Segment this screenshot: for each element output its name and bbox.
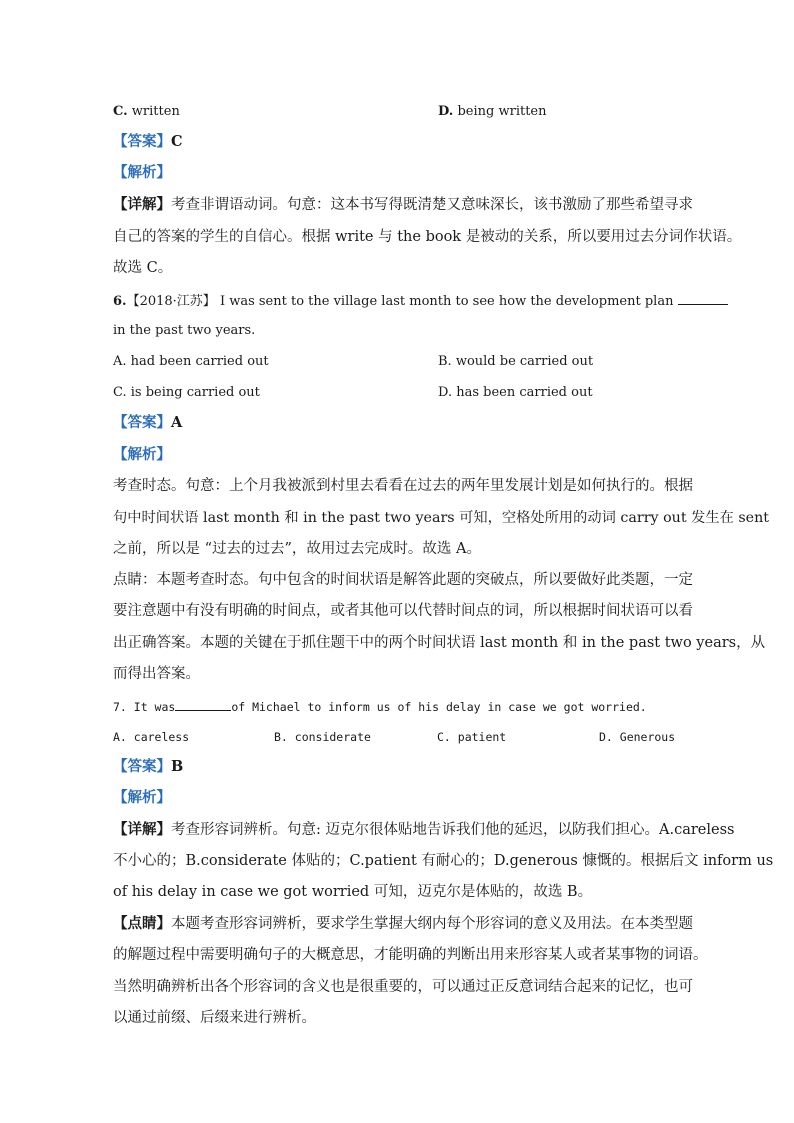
q6-source: 【2018·江苏】	[126, 294, 216, 309]
q7-point-line-3: 当然明确辨析出各个形容词的含义也是很重要的，可以通过正反意词结合起来的记忆，也可	[113, 979, 693, 995]
q7-stem-text-b: of Michael to inform us of his delay in case we got worried.	[231, 700, 647, 714]
q5-analysis-tag: 【解析】	[113, 164, 171, 181]
q7-stem	[113, 696, 647, 717]
q5-answer-value: C	[171, 133, 183, 150]
q5-option-c-letter: C.	[113, 104, 128, 119]
q6-point-line-4: 而得出答案。	[113, 666, 200, 682]
q6-stem-text-a: I was sent to the village last month to see how the development plan	[219, 294, 674, 309]
q6-point-line-1: 点睛：本题考查时态。句中包含的时间状语是解答此题的突破点，所以要做好此类题，一定	[113, 572, 693, 588]
q6-blank	[678, 290, 728, 305]
q5-detail-line-2: 自己的答案的学生的自信心。根据 write 与 the book 是被动的关系，所以要用过去分词作状语。	[113, 229, 742, 245]
q7-detail-line-1	[113, 820, 734, 840]
q7-option-a: A. careless	[113, 730, 190, 744]
q5-option-d	[438, 102, 547, 122]
q6-answer	[113, 413, 182, 433]
q6-analysis-line-3: 之前，所以是 “过去的过去”，故用过去完成时。故选 A。	[113, 541, 482, 557]
q6-analysis-tag: 【解析】	[113, 446, 171, 463]
q5-detail-line-1	[113, 195, 693, 215]
q7-answer-value: B	[171, 758, 184, 775]
q7-blank	[175, 696, 231, 711]
q5-detail-line-3: 故选 C。	[113, 260, 173, 276]
q6-option-a: A. had been carried out	[113, 354, 269, 369]
q7-point-line-4: 以通过前缀、后缀来进行辨析。	[113, 1010, 316, 1026]
q7-detail-line-3: of his delay in case we got worried 可知，迈克尔是体贴的，故选 B。	[113, 884, 593, 900]
q5-option-d-text: being written	[457, 104, 547, 119]
q6-point-line-2: 要注意题中有没有明确的时间点，或者其他可以代替时间点的词，所以根据时间状语可以看	[113, 603, 693, 619]
q7-point-tag: 【点睛】	[113, 915, 171, 932]
q7-point-line-1	[113, 914, 693, 934]
q6-answer-tag: 【答案】	[113, 414, 171, 431]
q6-answer-value: A	[171, 414, 183, 431]
q6-analysis-line-1: 考查时态。句意：上个月我被派到村里去看看在过去的两年里发展计划是如何执行的。根据	[113, 478, 693, 494]
q7-point-line-2: 的解题过程中需要明确句子的大概意思，才能明确的判断出用来形容某人或者某事物的词语。	[113, 947, 708, 963]
q5-option-c-text: written	[131, 104, 180, 119]
q6-stem-line-1	[113, 290, 728, 312]
q5-detail-tag: 【详解】	[113, 196, 171, 213]
q7-analysis-tag: 【解析】	[113, 789, 171, 806]
q7-detail-line-2: 不小心的；B.considerate 体贴的；C.patient 有耐心的；D.generous 慷慨的。根据后文 inform us	[113, 853, 774, 869]
q5-option-c	[113, 102, 180, 122]
q6-option-b: B. would be carried out	[438, 354, 594, 369]
q6-point-line-3: 出正确答案。本题的关键在于抓住题干中的两个时间状语 last month 和 in the past two years，从	[113, 635, 766, 651]
q7-detail-text-1: 考查形容词辨析。句意: 迈克尔很体贴地告诉我们他的延迟，以防我们担心。A.careless	[171, 822, 735, 838]
q7-option-d: D. Generous	[599, 730, 676, 744]
q7-point-text-1: 本题考查形容词辨析，要求学生掌握大纲内每个形容词的意义及用法。在本类型题	[171, 916, 693, 932]
q6-stem-line-2: in the past two years.	[113, 323, 256, 338]
q7-answer	[113, 757, 183, 777]
q5-answer-tag: 【答案】	[113, 133, 171, 150]
q5-detail-text-1: 考查非谓语动词。句意：这本书写得既清楚又意味深长，该书激励了那些希望寻求	[171, 197, 693, 213]
q6-option-c: C. is being carried out	[113, 385, 260, 400]
q5-answer	[113, 132, 183, 152]
q6-number: 6.	[113, 294, 127, 309]
q6-analysis-line-2: 句中时间状语 last month 和 in the past two years 可知，空格处所用的动词 carry out 发生在 sent	[113, 510, 770, 526]
q7-stem-text-a: 7. It was	[113, 700, 176, 714]
q5-option-d-letter: D.	[438, 104, 454, 119]
q7-detail-tag: 【详解】	[113, 821, 171, 838]
q6-option-d: D. has been carried out	[438, 385, 593, 400]
q7-option-b: B. considerate	[274, 730, 371, 744]
q7-answer-tag: 【答案】	[113, 758, 171, 775]
q7-option-c: C. patient	[437, 730, 507, 744]
